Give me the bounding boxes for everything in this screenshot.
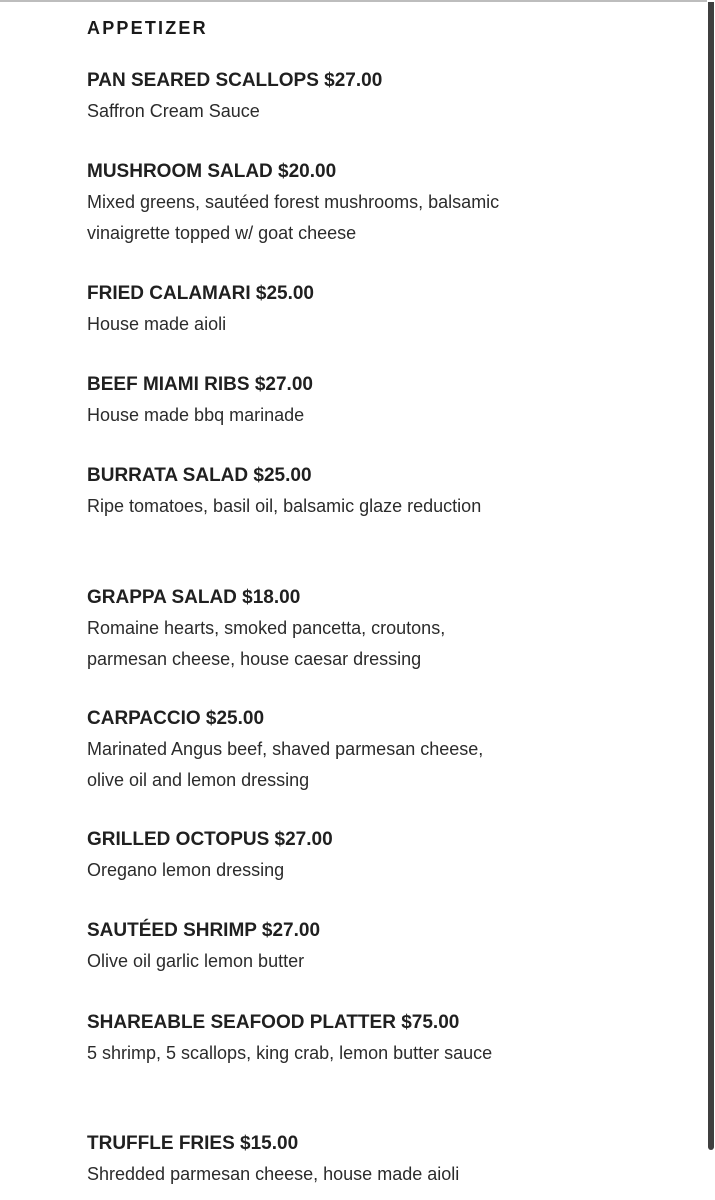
item-description: Ripe tomatoes, basil oil, balsamic glaze reduction <box>87 496 482 516</box>
item-description: Mixed greens, sautéed forest mushrooms, balsamic vinaigrette topped w/ goat cheese <box>87 192 500 243</box>
item-title: TRUFFLE FRIES $15.00 <box>87 1133 299 1154</box>
item-title: FRIED CALAMARI $25.00 <box>87 283 314 304</box>
menu-item-carpaccio <box>87 703 647 796</box>
item-title: SHAREABLE SEAFOOD PLATTER $75.00 <box>87 1012 460 1033</box>
item-description: Shredded parmesan cheese, house made aioli <box>87 1164 460 1184</box>
menu-item-fried-calamari <box>87 278 647 340</box>
item-description: Marinated Angus beef, shaved parmesan cheese, olive oil and lemon dressing <box>87 739 484 790</box>
item-title: MUSHROOM SALAD $20.00 <box>87 161 337 182</box>
menu-item-mushroom-salad <box>87 156 647 249</box>
scrollbar-thumb[interactable] <box>708 2 714 1150</box>
menu-content <box>87 16 647 1184</box>
item-description: Olive oil garlic lemon butter <box>87 951 305 971</box>
item-title: GRAPPA SALAD $18.00 <box>87 587 301 608</box>
menu-item-grilled-octopus <box>87 824 647 886</box>
item-title: CARPACCIO $25.00 <box>87 708 265 729</box>
menu-item-truffle-fries <box>87 1128 647 1190</box>
menu-item-grappa-salad <box>87 582 647 675</box>
item-title: SAUTÉED SHRIMP $27.00 <box>87 920 321 941</box>
menu-item-pan-seared-scallops <box>87 65 647 127</box>
item-description: Romaine hearts, smoked pancetta, croutons, parmesan cheese, house caesar dressing <box>87 618 446 669</box>
item-title: BEEF MIAMI RIBS $27.00 <box>87 374 313 395</box>
menu-item-sauteed-shrimp <box>87 915 647 977</box>
scrollbar[interactable] <box>707 0 715 1200</box>
item-description: 5 shrimp, 5 scallops, king crab, lemon butter sauce <box>87 1043 493 1063</box>
top-border <box>0 0 715 2</box>
menu-item-burrata-salad <box>87 460 647 522</box>
item-description: Oregano lemon dressing <box>87 860 285 880</box>
section-title: APPETIZER <box>87 18 208 38</box>
item-description: House made bbq marinade <box>87 405 305 425</box>
item-description: House made aioli <box>87 314 227 334</box>
item-description: Saffron Cream Sauce <box>87 101 260 121</box>
menu-item-shareable-seafood-platter <box>87 1007 647 1069</box>
item-title: PAN SEARED SCALLOPS $27.00 <box>87 70 383 91</box>
item-title: GRILLED OCTOPUS $27.00 <box>87 829 333 850</box>
menu-item-beef-miami-ribs <box>87 369 647 431</box>
item-title: BURRATA SALAD $25.00 <box>87 465 312 486</box>
